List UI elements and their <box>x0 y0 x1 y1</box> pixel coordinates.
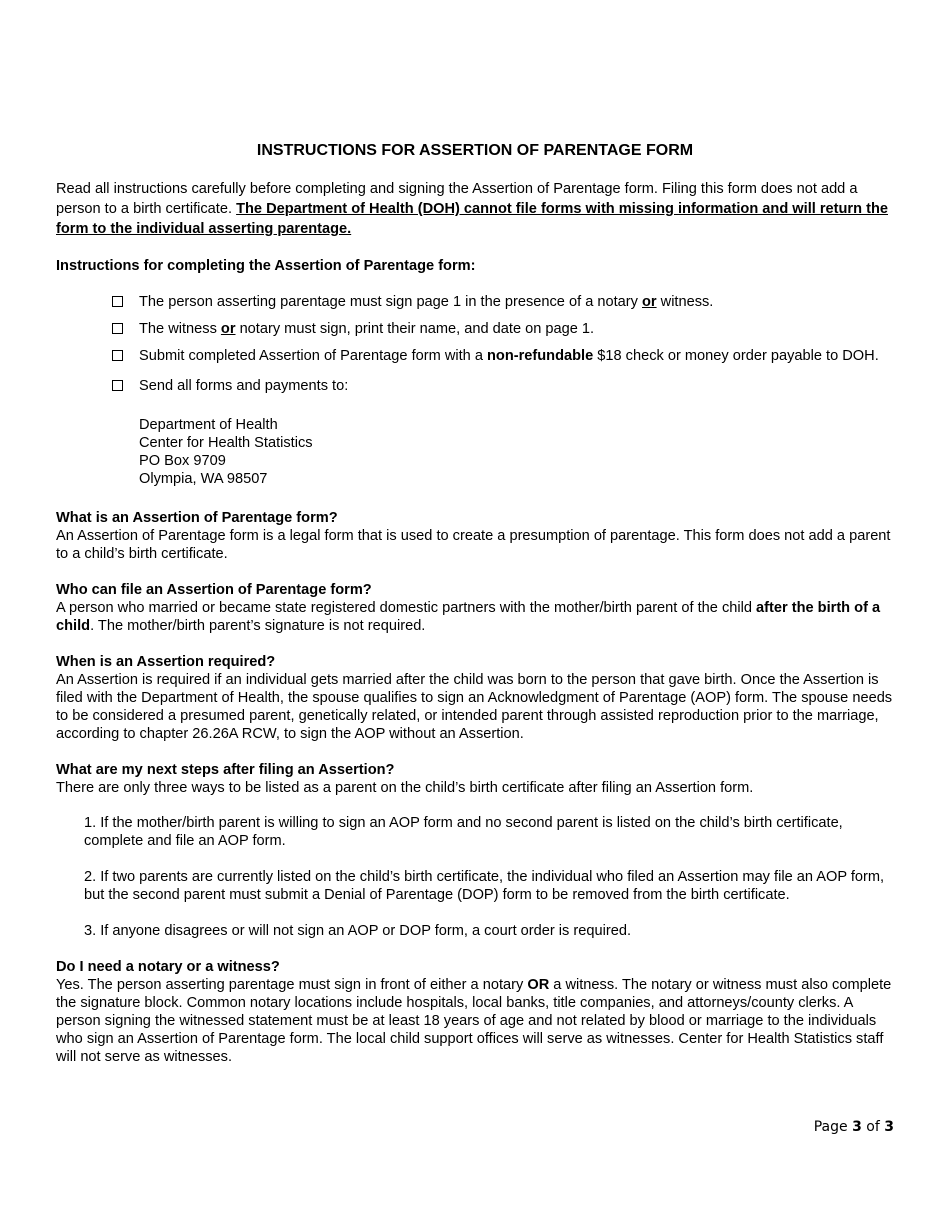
page-title: INSTRUCTIONS FOR ASSERTION OF PARENTAGE FORM <box>256 142 694 159</box>
section-what <box>56 509 894 563</box>
intro-paragraph <box>56 179 894 239</box>
checklist-item: Submit completed Assertion of Parentage form with a non-refundable $18 check or money order payable to DOH. <box>112 347 894 365</box>
section-answer: An Assertion of Parentage form is a legal form that is used to create a presumption of parentage. This form does not add a parent to a child’s birth certificate. <box>56 528 891 562</box>
instructions-heading: Instructions for completing the Assertion of Parentage form: <box>56 258 476 274</box>
section-who <box>56 581 894 635</box>
section-next <box>56 761 894 940</box>
checklist-item: The person asserting parentage must sign page 1 in the presence of a notary or witness. <box>112 293 894 311</box>
document-page <box>56 141 894 1084</box>
address-line: Department of Health <box>139 417 278 433</box>
instructions-checklist <box>56 293 894 395</box>
checkbox-icon <box>112 350 123 361</box>
next-step: 2. If two parents are currently listed on the child’s birth certificate, the individual who filed an Assertion may file an AOP form, but the second parent must submit a Denial of Parentage (DOP) form to be removed from the birth certificate. <box>84 869 885 903</box>
section-when <box>56 653 894 743</box>
page-number: Page 3 of 3 <box>813 1119 894 1135</box>
address-line: Center for Health Statistics <box>139 435 313 451</box>
section-question: When is an Assertion required? <box>56 654 276 670</box>
address-line: Olympia, WA 98507 <box>139 471 268 487</box>
checklist-item: Send all forms and payments to: <box>112 377 894 395</box>
section-question: Do I need a notary or a witness? <box>56 959 280 975</box>
mailing-address <box>56 416 894 488</box>
section-question: Who can file an Assertion of Parentage form? <box>56 582 372 598</box>
section-question: What is an Assertion of Parentage form? <box>56 510 338 526</box>
section-answer: Yes. The person asserting parentage must sign in front of either a notary OR a witness. The notary or witness must also complete the signature block. Common notary locations include hospitals, local banks, title companies, and attorneys/county clerks. A person signing the witnessed statement must be at least 18 years of age and not related by blood or marriage to the individuals who sign an Assertion of Parentage form. The local child support offices will serve as witnesses. Center for Health Statistics staff will not serve as witnesses. <box>56 977 892 1065</box>
checkbox-icon <box>112 296 123 307</box>
section-answer: An Assertion is required if an individual gets married after the child was born to the person that gave birth. Once the Assertion is filed with the Department of Health, the spouse qualifies to sign an Acknowledgment of Parentage (AOP) form. The spouse needs to be considered a presumed parent, genetically related, or intended parent through assisted reproduction prior to the marriage, according to chapter 26.26A RCW, to sign the AOP without an Assertion. <box>56 672 893 742</box>
intro-warning: The Department of Health (DOH) cannot file forms with missing information and will return the form to the individual asserting parentage. <box>56 201 888 237</box>
next-step: 1. If the mother/birth parent is willing to sign an AOP form and no second parent is listed on the child’s birth certificate, complete and file an AOP form. <box>84 815 843 849</box>
section-answer: There are only three ways to be listed as a parent on the child’s birth certificate after filing an Assertion form. <box>56 780 754 796</box>
section-notary <box>56 958 894 1066</box>
intro-text: Read all instructions carefully before completing and signing the Assertion of Parentage form. Filing this form does not add a person to a birth certificate. <box>56 181 858 217</box>
checklist-item: The witness or notary must sign, print their name, and date on page 1. <box>112 320 894 338</box>
checkbox-icon <box>112 323 123 334</box>
next-step: 3. If anyone disagrees or will not sign an AOP or DOP form, a court order is required. <box>84 923 631 939</box>
address-line: PO Box 9709 <box>139 453 226 469</box>
checkbox-icon <box>112 380 123 391</box>
next-steps-list <box>56 814 894 940</box>
section-question: What are my next steps after filing an Assertion? <box>56 762 395 778</box>
section-answer: A person who married or became state registered domestic partners with the mother/birth parent of the child after the birth of a child. The mother/birth parent’s signature is not required. <box>56 600 881 634</box>
